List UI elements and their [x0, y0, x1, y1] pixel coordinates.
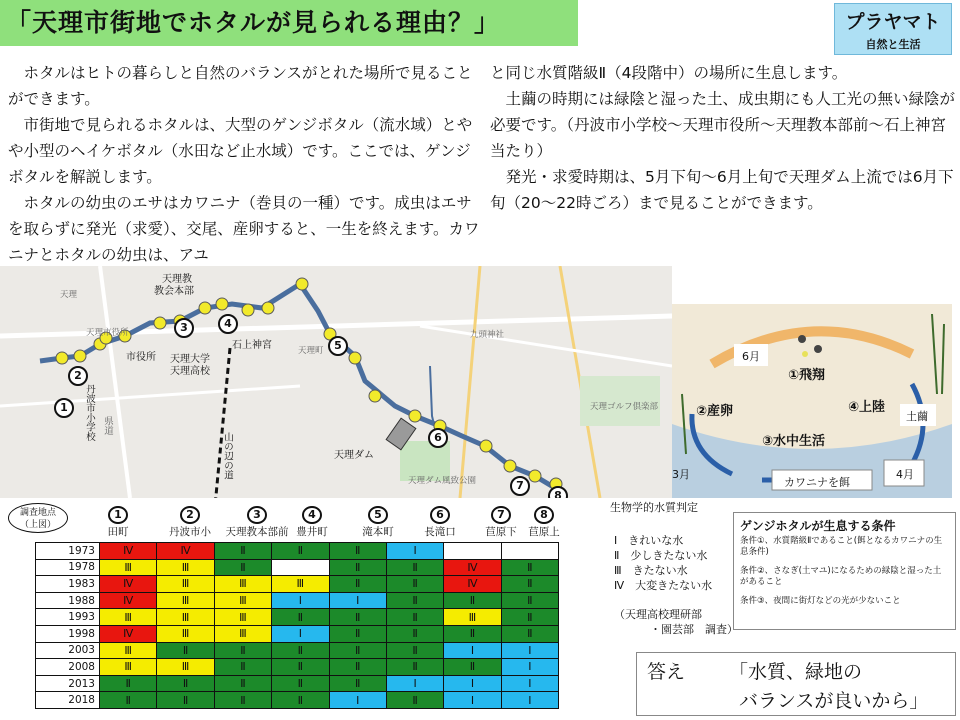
year-cell: 1978	[36, 559, 100, 576]
article-column-1	[8, 60, 486, 268]
map-pin: 1	[54, 398, 74, 418]
map-pin: 8	[548, 486, 568, 498]
quality-cell: Ⅲ	[214, 625, 271, 642]
quality-cell: Ⅰ	[444, 642, 501, 659]
site-number: 4	[302, 506, 322, 524]
map-pin: 7	[510, 476, 530, 496]
site-name: 田町	[107, 526, 129, 538]
quality-cell: Ⅰ	[501, 642, 558, 659]
survey-point-label	[8, 503, 68, 533]
site-header	[415, 506, 465, 539]
article-paragraph: 市街地で見られるホタルは、大型のゲンジボタル（流水域）とやや小型のヘイケボタル（水田など止水域）です。ここでは、ゲンジボタルを解説します。	[8, 116, 473, 186]
quality-cell: Ⅲ	[157, 625, 214, 642]
map-label: 教会本部	[154, 286, 194, 297]
map-label: 山の辺の道	[222, 432, 233, 480]
quality-cell: Ⅲ	[100, 559, 157, 576]
quality-cell: Ⅳ	[100, 592, 157, 609]
article-paragraph: ホタルはヒトの暮らしと自然のバランスがとれた場所で見ることができます。	[8, 64, 473, 108]
map-label: 県道	[102, 416, 113, 435]
article-paragraph: ホタルの幼虫のエサはカワニナ（巻貝の一種）です。成虫はエサを取らずに発光（求愛）、交尾、産卵すると、一生を終えます。カワニナとホタルの幼虫は、アユ	[8, 194, 480, 264]
map-graphic	[0, 266, 672, 498]
year-cell: 1988	[36, 592, 100, 609]
quality-cell: Ⅱ	[214, 559, 271, 576]
conditions-title: ゲンジホタルが生息する条件	[740, 519, 896, 533]
site-header	[476, 506, 526, 539]
site-name: 天理教本部前	[225, 526, 289, 538]
condition-item: 条件②、さなぎ(土マユ)になるための緑陰と湿った土があること	[740, 566, 942, 587]
tomayu-label: 土繭	[906, 410, 928, 423]
condition-item: 条件①、水質階級Ⅱであること(餌となるカワニナの生息条件)	[740, 536, 943, 557]
quality-cell: Ⅱ	[329, 559, 386, 576]
map-label: 天理市役所	[86, 328, 129, 338]
year-cell: 1983	[36, 576, 100, 593]
quality-cell: Ⅱ	[386, 592, 443, 609]
quality-cell: Ⅱ	[100, 692, 157, 709]
survey-label-line: （上図）	[19, 520, 56, 530]
quality-cell: Ⅰ	[501, 692, 558, 709]
map-label: 天理教	[162, 274, 192, 285]
answer-box	[636, 652, 956, 716]
legend-source: （天理高校理研部	[614, 608, 702, 621]
month-label: 3月	[672, 468, 690, 481]
table-row	[36, 625, 559, 642]
map-pin: 2	[68, 366, 88, 386]
quality-cell: Ⅱ	[329, 576, 386, 593]
map-label: 天理ダム風致公園	[408, 476, 477, 486]
year-cell: 2003	[36, 642, 100, 659]
water-quality-legend	[610, 500, 738, 637]
badge-name: プラヤマト	[845, 11, 941, 33]
legend-item: Ⅰ きれいな水	[614, 534, 684, 547]
legend-item: Ⅱ 少しきたない水	[614, 549, 708, 562]
quality-cell: Ⅱ	[386, 692, 443, 709]
quality-cell: Ⅱ	[501, 559, 558, 576]
quality-cell: Ⅱ	[272, 692, 329, 709]
article-paragraph: 土繭の時期には緑陰と湿った土、成虫期にも人工光の無い緑陰が必要です。（丹波市小学校～天理市役所～天理教本部前～石上神宮当たり）	[490, 90, 956, 160]
quality-cell: Ⅲ	[214, 609, 271, 626]
quality-cell: Ⅰ	[444, 692, 501, 709]
site-number: 1	[108, 506, 128, 524]
map-pin: 6	[428, 428, 448, 448]
site-number: 6	[430, 506, 450, 524]
quality-cell: Ⅰ	[501, 659, 558, 676]
article-paragraph: 発光・求愛時期は、5月下旬～6月上旬で天理ダム上流では6月下旬（20～22時ごろ）まで見ることができます。	[490, 168, 954, 212]
quality-cell: Ⅱ	[501, 576, 558, 593]
table-row	[36, 692, 559, 709]
quality-cell: Ⅱ	[214, 659, 271, 676]
quality-cell: Ⅱ	[157, 692, 214, 709]
year-cell: 1973	[36, 543, 100, 560]
quality-cell: Ⅰ	[386, 675, 443, 692]
table-row	[36, 642, 559, 659]
month-label: 6月	[742, 350, 760, 363]
map-label: 天理高校	[170, 366, 210, 377]
quality-cell: Ⅱ	[272, 675, 329, 692]
quality-cell: Ⅱ	[329, 609, 386, 626]
table-row	[36, 543, 559, 560]
quality-cell: Ⅱ	[329, 659, 386, 676]
site-number: 8	[534, 506, 554, 524]
table-row	[36, 592, 559, 609]
quality-cell: Ⅲ	[214, 592, 271, 609]
quality-cell: Ⅱ	[444, 659, 501, 676]
quality-cell: Ⅲ	[100, 609, 157, 626]
quality-cell: Ⅲ	[100, 642, 157, 659]
map-label: 丹波市小学校	[84, 384, 95, 441]
quality-cell: Ⅱ	[386, 576, 443, 593]
table-row	[36, 609, 559, 626]
legend-source: ・園芸部 調査）	[650, 623, 738, 636]
water-quality-table	[35, 542, 559, 709]
legend-item: Ⅳ 大変きたない水	[614, 579, 713, 592]
site-name: 長滝口	[424, 526, 456, 538]
quality-cell: Ⅱ	[386, 659, 443, 676]
quality-cell: Ⅲ	[444, 609, 501, 626]
quality-cell: Ⅳ	[157, 543, 214, 560]
quality-cell: Ⅱ	[214, 692, 271, 709]
quality-cell: Ⅱ	[386, 609, 443, 626]
quality-cell: Ⅱ	[214, 543, 271, 560]
site-number: 3	[247, 506, 267, 524]
quality-cell: Ⅱ	[157, 675, 214, 692]
site-header	[98, 506, 138, 539]
map-pin: 3	[174, 318, 194, 338]
quality-cell: Ⅱ	[501, 609, 558, 626]
quality-cell: Ⅳ	[444, 576, 501, 593]
quality-cell: Ⅲ	[157, 659, 214, 676]
quality-cell: Ⅱ	[214, 642, 271, 659]
quality-cell: Ⅱ	[214, 675, 271, 692]
quality-cell: Ⅱ	[100, 675, 157, 692]
quality-cell: Ⅲ	[157, 592, 214, 609]
year-cell: 2008	[36, 659, 100, 676]
site-header	[353, 506, 403, 539]
quality-cell: Ⅲ	[157, 609, 214, 626]
quality-cell: Ⅰ	[272, 625, 329, 642]
firefly-lifecycle-illustration	[672, 304, 952, 498]
legend-title: 生物学的水質判定	[610, 501, 698, 514]
quality-cell: Ⅲ	[100, 659, 157, 676]
stage-label: ④上陸	[848, 400, 886, 415]
quality-cell: Ⅱ	[386, 625, 443, 642]
quality-cell: Ⅱ	[272, 642, 329, 659]
quality-cell: Ⅱ	[329, 625, 386, 642]
article-column-2	[490, 60, 956, 216]
quality-cell: Ⅰ	[272, 592, 329, 609]
year-cell: 1998	[36, 625, 100, 642]
map-label: 天理ゴルフ倶楽部	[590, 402, 659, 412]
page-title: 「天理市街地でホタルが見られる理由？」	[0, 0, 578, 46]
brand-badge	[834, 3, 952, 55]
food-label: カワニナを餌	[784, 476, 850, 489]
map-label: 天理町	[298, 346, 324, 356]
quality-cell: Ⅱ	[501, 592, 558, 609]
year-cell: 1993	[36, 609, 100, 626]
table-row	[36, 675, 559, 692]
quality-cell: Ⅳ	[100, 543, 157, 560]
condition-item: 条件③、夜間に街灯などの光が少ないこと	[740, 596, 901, 606]
quality-cell: Ⅰ	[329, 692, 386, 709]
year-cell: 2018	[36, 692, 100, 709]
site-number: 7	[491, 506, 511, 524]
answer-line: 「水質、緑地の	[729, 661, 863, 683]
quality-cell: Ⅱ	[329, 642, 386, 659]
legend-item: Ⅲ きたない水	[614, 564, 688, 577]
site-header	[160, 506, 220, 539]
map-pin: 4	[218, 314, 238, 334]
map-label: 市役所	[126, 352, 156, 363]
answer-line: バランスが良いから」	[739, 690, 929, 712]
table-row	[36, 659, 559, 676]
quality-cell: Ⅱ	[444, 592, 501, 609]
quality-cell: Ⅱ	[329, 675, 386, 692]
quality-cell: Ⅲ	[157, 576, 214, 593]
quality-cell: Ⅳ	[100, 576, 157, 593]
site-name: 滝本町	[362, 526, 394, 538]
quality-cell: Ⅱ	[272, 659, 329, 676]
map-label: 天理ダム	[334, 450, 374, 461]
quality-cell: Ⅰ	[329, 592, 386, 609]
quality-cell: Ⅳ	[100, 625, 157, 642]
quality-cell	[272, 559, 329, 576]
site-name: 苣原上	[528, 526, 560, 538]
quality-cell: Ⅰ	[444, 675, 501, 692]
table-row	[36, 559, 559, 576]
map-pin: 5	[328, 336, 348, 356]
month-label: 4月	[896, 468, 914, 481]
river-map	[0, 266, 672, 498]
quality-cell: Ⅱ	[386, 642, 443, 659]
article-paragraph: と同じ水質階級Ⅱ（4段階中）の場所に生息します。	[490, 64, 848, 82]
quality-cell: Ⅱ	[501, 625, 558, 642]
stage-label: ①飛翔	[788, 368, 826, 383]
badge-subtitle: 自然と生活	[865, 38, 921, 51]
quality-cell: Ⅱ	[272, 543, 329, 560]
quality-cell: Ⅲ	[272, 576, 329, 593]
survey-label-line: 調査地点	[19, 508, 56, 518]
table-row	[36, 576, 559, 593]
quality-cell: Ⅲ	[157, 559, 214, 576]
map-label: 天理	[60, 290, 78, 300]
map-label: 石上神宮	[232, 340, 272, 351]
map-label: 天理大学	[170, 354, 210, 365]
quality-cell: Ⅱ	[272, 609, 329, 626]
quality-cell: Ⅲ	[214, 576, 271, 593]
habitat-conditions-box	[733, 512, 956, 630]
quality-cell	[501, 543, 558, 560]
site-number: 5	[368, 506, 388, 524]
stage-label: ②産卵	[696, 404, 734, 419]
quality-cell: Ⅰ	[386, 543, 443, 560]
quality-cell: Ⅱ	[329, 543, 386, 560]
quality-cell	[444, 543, 501, 560]
site-name: 豊井町	[296, 526, 328, 538]
year-cell: 2013	[36, 675, 100, 692]
map-label: 九頭神社	[470, 330, 505, 340]
site-name: 苣原下	[485, 526, 517, 538]
stage-label: ③水中生活	[762, 434, 826, 449]
site-name: 丹波市小	[169, 526, 211, 538]
site-header	[287, 506, 337, 539]
quality-cell: Ⅱ	[444, 625, 501, 642]
quality-cell: Ⅳ	[444, 559, 501, 576]
site-number: 2	[180, 506, 200, 524]
answer-label: 答え	[647, 661, 686, 683]
quality-cell: Ⅱ	[386, 559, 443, 576]
site-header	[524, 506, 564, 539]
site-header	[222, 506, 292, 539]
quality-cell: Ⅱ	[157, 642, 214, 659]
quality-cell: Ⅰ	[501, 675, 558, 692]
